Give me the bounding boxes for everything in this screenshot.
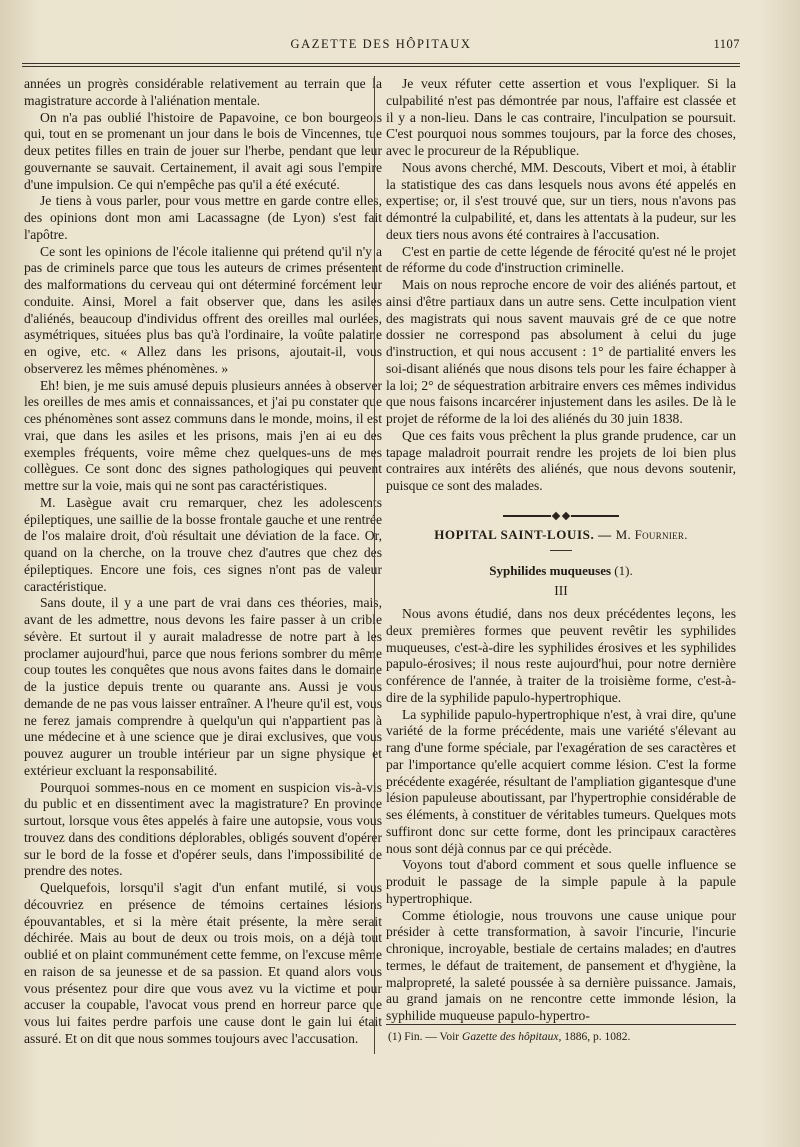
short-rule <box>550 550 572 551</box>
part-number: III <box>554 583 568 599</box>
section-heading <box>386 527 736 544</box>
left-column <box>24 76 382 1048</box>
paragraph: M. Lasègue avait cru remarquer, chez les adolescents épileptiques, une saillie de la bosse frontale gauche et une rentrée de l'os malaire droit, d'où résultait une déviation de la face. Or, quand on la cherche, on la trouve chez d'autres que chez des épileptiques. Encore une fois, ces signes n'ont pas de valeur caractéristique. <box>24 494 382 594</box>
footnote-suffix: 1886, p. 1082. <box>564 1031 631 1043</box>
right-column <box>386 76 736 1025</box>
paragraph: On n'a pas oublié l'histoire de Papavoine, ce bon bourgeois qui, tout en se promenant un jour dans le bois de Vincennes, tue deux petites filles en train de jouer sur l'herbe, pendant que leur gouvernante se sauvait. Certainement, il avait agi sous l'empire d'une impulsion. Ce qui n'empêche pas qu'il a été exécuté. <box>24 109 382 192</box>
header-double-rule <box>22 63 740 67</box>
footnote-prefix: (1) Fin. — Voir <box>388 1031 460 1043</box>
paragraph: Que ces faits vous prêchent la plus grande prudence, car un tapage maladroit pourrait rendre les projets de loi bien plus contraires aux intérêts des aliénés, que nous devons soutenir, puisque ce sont des malades. <box>386 427 736 493</box>
paragraph: La syphilide papulo-hypertrophique n'est, à vrai dire, qu'une variété de la forme précédente, mais une variété s'élevant au rang d'une forme spéciale, par l'exagération de ses caractères et par l'importance qu'elle acquiert comme lésion. C'est la forme précédente exagérée, résultant de l'ampliation gigantesque d'une lésion papuleuse aboutissant, par l'hypertrophie considérable de ses éléments, à constituer de véritables tumeurs. Quelques mots suffiront donc sur cette forme, dont les principaux caractères nous sont déjà connus par ce qui précède. <box>386 706 736 856</box>
article-subtitle <box>386 563 736 580</box>
paragraph: Je tiens à vous parler, pour vous mettre en garde contre elles, des opinions dont mon ami Lacassagne (de Lyon) s'est fait l'apôtre. <box>24 193 382 242</box>
footnote-rule <box>386 1024 736 1025</box>
paragraph: Ce sont les opinions de l'école italienne qui prétend qu'il n'y a pas de criminels parce que tous les auteurs de crimes présentent des malformations du cerveau qui ont déterminé forcément leur conduite. Ainsi, Morel a fait observer que, dans les asiles d'aliénés, beaucoup d'individus offrent des oreilles mal ourlées, asymétriques, situées plus bas qu'à l'ordinaire, la voûte palatine en ogive, etc. « Allez dans les prisons, ajoutait-il, vous observerez les mêmes phénomènes. » <box>24 243 382 376</box>
section-heading-author: M. Fournier. <box>615 526 688 542</box>
column-divider <box>374 76 375 1054</box>
paragraph: Je veux réfuter cette assertion et vous l'expliquer. Si la culpabilité n'est pas démontrée par nous, l'affaire est classée et il y a non-lieu. Dans le cas contraire, l'inculpation se poursuit. C'est pourquoi nous sommes toujours, par la force des choses, avec le procureur de la République. <box>386 76 736 158</box>
paragraph: Voyons tout d'abord comment et sous quelle influence se produit le passage de la simple papule à la papule hypertrophique. <box>386 857 736 906</box>
paragraph: C'est en partie de cette légende de férocité qu'est né le projet de réforme du code d'instruction criminelle. <box>386 243 736 276</box>
paragraph: Sans doute, il y a une part de vrai dans ces théories, mais, avant de les admettre, nous devons les faire passer à un crible sévère. Et surtout il y aurait maladresse de notre part à les proclamer aujourd'hui, parce que nous ferions sombrer du même coup toutes les conquêtes que nous avons faites dans le domaine de la justice depuis trente ou quarante ans. Aussi je vous demande de ne pas vous laisser entraîner. A l'heure qu'il est, vous ne ferez jamais comprendre à quelqu'un qui n'appartient pas à une médecine et à une science que je dirai exclusives, que vous pouvez augurer un trouble intérieur par un signe physique et extérieur excluant la responsabilité. <box>24 595 382 778</box>
paragraph: Pourquoi sommes-nous en ce moment en suspicion vis-à-vis du public et en dissentiment avec la magistrature? En province surtout, lorsque vous êtes appelés à faire une autopsie, vous vous trouvez dans des conditions déplorables, obligés souvent d'opérer sur le bord de la fosse et d'opérer seuls, dans l'impossibilité de prendre des notes. <box>24 779 382 879</box>
footnote <box>388 1030 736 1044</box>
paragraph: Quelquefois, lorsqu'il s'agit d'un enfant mutilé, si vous découvriez en présence de témoins certaines lésions épouvantables, et si la mère était présente, la mère serait déchirée. Mais au bout de deux ou trois mois, on a déjà tout oublié et on plaint communément cette femme, on l'excuse même en raison de sa jeunesse et de sa passion. Et quand alors vous vous présentez pour dire que vous avez vu la victime et pour accuser la coupable, l'avocat vous prend en horreur parce que vous lui faites perdre parfois une cause dont le gain lui était assuré. Et on dit que nous sommes toujours avec l'accusation. <box>24 880 382 1046</box>
paragraph: Eh! bien, je me suis amusé depuis plusieurs années à observer les oreilles de mes amis et connaissances, et j'ai pu constater que ces phénomènes sont assez communs dans le monde, moins, il est vrai, que dans les asiles et les prisons, mais j'en ai eu des exemples fréquents, voire même chez quelques-uns de mes collègues. Ce sont donc des signes pathologiques qui peuvent mettre sur la voie, mais qui ne sont pas caractéristiques. <box>24 377 382 493</box>
paragraph: années un progrès considérable relativement au terrain que la magistrature accorde à l'aliénation mentale. <box>24 76 382 108</box>
paragraph: Mais on nous reproche encore de voir des aliénés partout, et ainsi d'être partiaux dans un autre sens. Cette inculpation vient des magistrats qui nous savent mauvais gré de ce que notre dossier ne correspond pas absolument à celui du juge d'instruction, et qui nous accusent : 1° de partialité envers les soi-disant aliénés que nous disons tels pour les faire échapper à la loi; 2° de séquestration arbitraire envers ces mêmes individus que nous faisons incarcérer injustement dans les asiles. De là le projet de réforme de la loi des aliénés du 30 juin 1838. <box>386 277 736 426</box>
section-ornament <box>386 507 736 517</box>
footnote-source: Gazette des hôpitaux, <box>462 1031 562 1043</box>
page-header <box>22 34 740 54</box>
paragraph: Nous avons étudié, dans nos deux précédentes leçons, les deux premières formes que peuvent revêtir les syphilides muqueuses, c'est-à-dire les syphilides érosives et les syphilides papulo-érosives; il nous reste aujourd'hui, pour notre dernière conférence de l'année, à traiter de la troisième forme, c'est-à-dire de la syphilide papulo-hypertrophique. <box>386 606 736 705</box>
paragraph: Nous avons cherché, MM. Descouts, Vibert et moi, à établir la statistique des cas dans lesquels nous avons été appelés en expertise; or, il s'est trouvé que, sur un tiers, nous n'avons pas démontré la culpabilité, et, dans les attentats à la pudeur, sur les deux tiers nous avons été contraires à l'accusation. <box>386 159 736 242</box>
article-subtitle-text: Syphilides muqueuses <box>489 562 612 578</box>
paragraph: Comme étiologie, nous trouvons une cause unique pour présider à cette transformation, à savoir l'incurie, l'incurie chronique, incroyable, bestiale de certains malades; en d'autres termes, le défaut de traitement, de pansement et d'hygiène, la malpropreté, la saleté poussée à sa dernière puissance. Jamais, au grand jamais on ne rencontre cette immonde lésion, la syphilide muqueuse papulo-hypertro- <box>386 907 736 1023</box>
page-number: 1107 <box>713 37 740 51</box>
footnote-marker: (1). <box>614 562 633 578</box>
running-title: GAZETTE DES HÔPITAUX <box>290 37 472 51</box>
section-heading-title: HOPITAL SAINT-LOUIS. — <box>434 526 612 542</box>
